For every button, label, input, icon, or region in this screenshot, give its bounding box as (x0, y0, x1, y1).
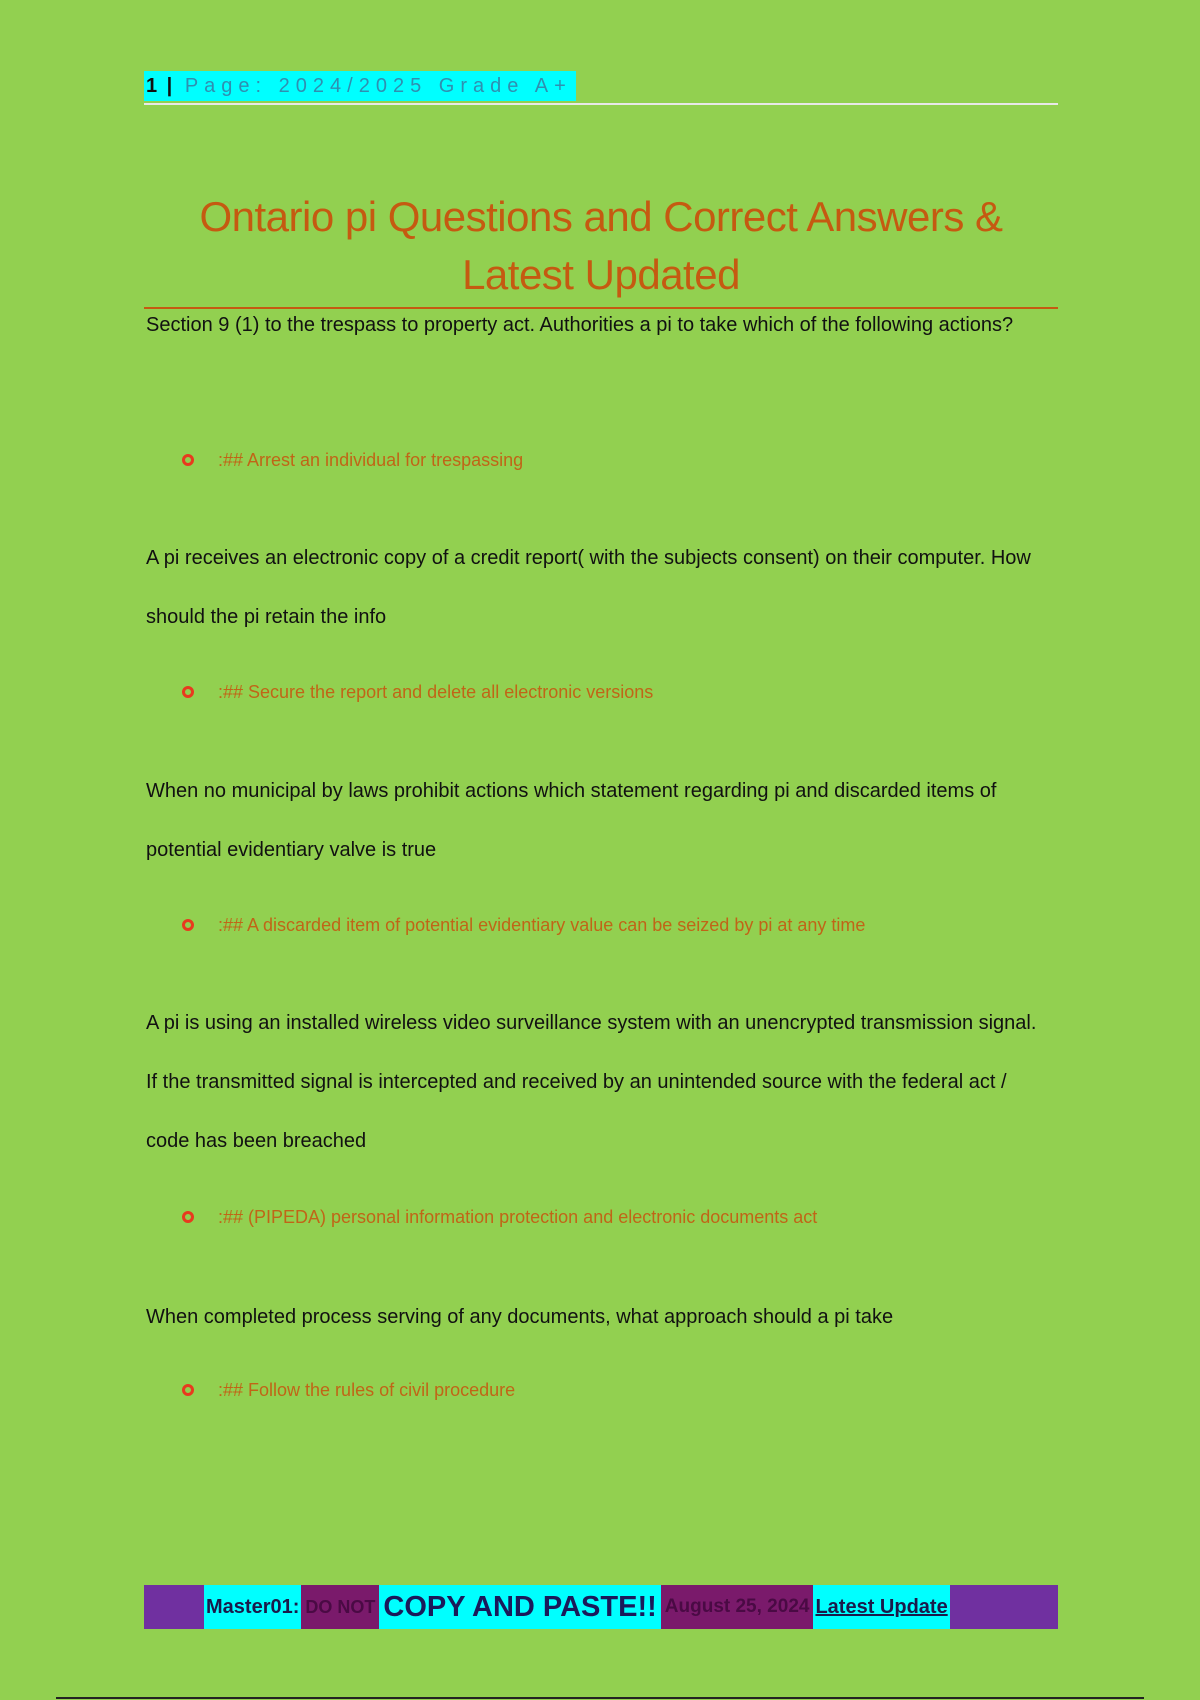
footer-master: Master01: (204, 1585, 301, 1629)
answer-3-text: :## A discarded item of potential evidentiary value can be seized by pi at any time (218, 915, 866, 935)
circle-bullet-icon (182, 919, 194, 931)
footer-do-not: DO NOT (301, 1585, 379, 1629)
answer-5-text: :## Follow the rules of civil procedure (218, 1380, 516, 1400)
title-line-2: Latest Updated (462, 251, 740, 298)
answer-4 (182, 1204, 1042, 1230)
question-4: A pi is using an installed wireless video surveillance system with an unencrypted transmission signal. If the transmitted signal is intercepted and received by an unintended source with the federal act / code has been breached (146, 1012, 1037, 1152)
answer-5 (182, 1377, 1042, 1403)
footer-latest-update: Latest Update (813, 1585, 949, 1629)
footer-date: August 25, 2024 (661, 1585, 814, 1629)
circle-bullet-icon (182, 1384, 194, 1396)
footer-text-row (204, 1585, 950, 1629)
circle-bullet-icon (182, 454, 194, 466)
answer-4-text: :## (PIPEDA) personal information protection and electronic documents act (218, 1207, 818, 1227)
document-title (144, 188, 1058, 304)
page-header-chip (144, 71, 576, 101)
answer-2 (182, 679, 1042, 705)
question-1: Section 9 (1) to the trespass to property act. Authorities a pi to take which of the following actions? (146, 314, 1014, 336)
answer-3 (182, 912, 1042, 938)
question-5: When completed process serving of any documents, what approach should a pi take (146, 1306, 894, 1328)
question-2: A pi receives an electronic copy of a credit report( with the subjects consent) on their computer. How should the pi retain the info (146, 547, 1031, 628)
answer-2-text: :## Secure the report and delete all electronic versions (218, 682, 654, 702)
answer-1-text: :## Arrest an individual for trespassing (218, 450, 524, 470)
page-number: 1 | (146, 75, 175, 97)
title-line-1: Ontario pi Questions and Correct Answers & (199, 193, 1003, 240)
question-3: When no municipal by laws prohibit actions which statement regarding pi and discarded items of potential evidentiary valve is true (146, 780, 997, 861)
footer-copy-warning: COPY AND PASTE!! (379, 1585, 660, 1629)
circle-bullet-icon (182, 686, 194, 698)
circle-bullet-icon (182, 1211, 194, 1223)
page-header (144, 71, 1058, 105)
bottom-divider (56, 1697, 1144, 1699)
footer-banner (144, 1585, 1058, 1629)
page-header-text: Page: 2024/2025 Grade A+ (184, 75, 572, 97)
answer-1 (182, 447, 1042, 473)
